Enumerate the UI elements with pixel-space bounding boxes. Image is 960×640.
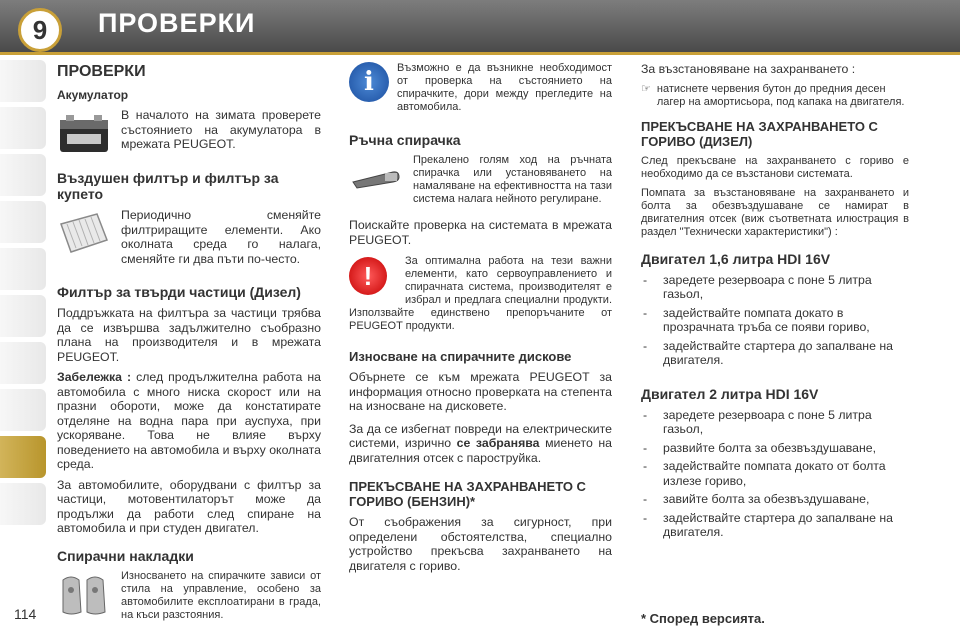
- info-note: [349, 62, 612, 120]
- particle-filter-text: Поддръжката на филтъра за частици трябва да се извършва задължително съобразно плана на производителя и в мрежата PEUGEOT.: [57, 306, 321, 364]
- column-left: [57, 62, 321, 634]
- filter-text: Периодично сменяйте филтриращите елементи. Ако околната среда го налага, сменяйте ги два пъти по-често.: [121, 208, 321, 266]
- page-number: 114: [14, 606, 37, 622]
- restore-text: За възстановяване на захранването :: [641, 62, 856, 76]
- chapter-tab[interactable]: [0, 342, 46, 384]
- list-item: - завийте болта за обезвъздушаване,: [641, 492, 909, 507]
- warning-icon: !: [349, 257, 387, 295]
- chapter-tab[interactable]: [0, 248, 46, 290]
- list-item: - задействайте стартера до запалване на двигателя.: [641, 511, 909, 540]
- petrol-cutoff-text: От съображения за сигурност, при определени обстоятелства, специално устройство прекъсва захранването на двигателя с гориво.: [349, 515, 612, 573]
- handbrake-block: [349, 154, 612, 212]
- engine-wash-bold: се забранява: [456, 436, 540, 450]
- battery-icon: [57, 110, 111, 156]
- pointing-hand-icon: ☞: [641, 82, 651, 95]
- particle-filter-heading: Филтър за твърди частици (Дизел): [57, 284, 301, 300]
- page-title: ПРОВЕРКИ: [98, 8, 256, 38]
- info-icon: i: [349, 62, 389, 102]
- chapter-tab[interactable]: [0, 154, 46, 196]
- chapter-number-badge: 9: [18, 8, 62, 52]
- column-right: [641, 62, 909, 544]
- battery-block: [57, 108, 321, 158]
- petrol-cutoff-heading: ПРЕКЪСВАНЕ НА ЗАХРАНВАНЕТО С ГОРИВО (БЕНЗИН)*: [349, 479, 586, 509]
- chapter-tabs: [0, 60, 46, 530]
- battery-text: В началото на зимата проверете състоянието на акумулатора в мрежата PEUGEOT.: [121, 108, 321, 151]
- handbrake-text: Прекалено голям ход на ръчната спирачка или установяването на намаляване на ефективността на тази система налага нейното регулиране.: [413, 154, 612, 205]
- warning-block: [349, 255, 612, 339]
- hdi16-steps: [641, 273, 909, 368]
- chapter-tab[interactable]: [0, 107, 46, 149]
- chapter-tab[interactable]: [0, 201, 46, 243]
- handbrake-text-2: Поискайте проверка на системата в мрежата PEUGEOT.: [349, 218, 612, 247]
- warning-text: За оптимална работа на тези важни елементи, като сервоуправлението и спирачната система, производителят е избрал и предлага специални продукти. Използвайте единствено препоръчаните от PEUGEOT продукти.: [349, 255, 612, 332]
- hdi16-heading: Двигател 1,6 литра HDI 16V: [641, 250, 831, 267]
- brake-pads-icon: [57, 572, 111, 618]
- warning-icon-wrap: [349, 257, 395, 299]
- note-label: Забележка :: [57, 370, 132, 384]
- list-item: - развийте болта за обезвъздушаване,: [641, 441, 909, 456]
- list-item: - заредете резервоара с поне 5 литра газьол,: [641, 408, 909, 437]
- particle-note: [57, 370, 321, 472]
- list-item: - заредете резервоара с поне 5 литра газьол,: [641, 273, 909, 302]
- chapter-tab[interactable]: [0, 389, 46, 431]
- handbrake-heading: Ръчна спирачка: [349, 132, 461, 148]
- list-item: - задействайте помпата докато в прозрачната тръба се появи гориво,: [641, 306, 909, 335]
- engine-wash-text-a: За да се избегнат повреди на електрическите системи, изрично: [349, 421, 612, 450]
- air-filter-icon: [57, 210, 111, 256]
- list-item: - задействайте стартера до запалване на двигателя.: [641, 339, 909, 368]
- filter-block: [57, 208, 321, 272]
- info-text: Възможно е да възникне необходимост от проверка на състоянието на спирачките, дори между прегледите на автомобила.: [397, 62, 612, 113]
- brake-discs-text: Обърнете се към мрежата PEUGEOT за информация относно проверката на степента на износване на дисковете.: [349, 370, 612, 413]
- diesel-cutoff-heading: ПРЕКЪСВАНЕ НА ЗАХРАНВАНЕТО С ГОРИВО (ДИЗЕЛ): [641, 118, 878, 149]
- diesel-cutoff-text: След прекъсване на захранването с гориво е необходимо да се възстанови системата.: [641, 154, 909, 180]
- handbrake-icon: [349, 156, 403, 202]
- header-divider: [0, 52, 960, 55]
- column-middle: [349, 62, 612, 579]
- filter-heading: Въздушен филтър и филтър за купето: [57, 170, 279, 202]
- footnote: * Според версията.: [641, 611, 765, 626]
- chapter-tab[interactable]: [0, 60, 46, 102]
- section-title: ПРОВЕРКИ: [57, 63, 146, 80]
- restore-tip: [641, 83, 909, 109]
- brake-pads-block: [57, 570, 321, 628]
- chapter-tab[interactable]: [0, 295, 46, 337]
- particle-filter-text-2: За автомобилите, оборудвани с филтър за частици, мотовентилаторът може да продължи да работи след спиране на автомобила и при студен двигател.: [57, 477, 321, 535]
- brake-pads-text: Износването на спирачките зависи от стила на управление, особено за автомобилите експлоатирани в града, на къси разстояния.: [121, 569, 321, 621]
- hdi2-steps: [641, 408, 909, 540]
- chapter-tab[interactable]: [0, 483, 46, 525]
- brake-discs-heading: Износване на спирачните дискове: [349, 349, 572, 364]
- list-item: - задействайте помпата докато от болта излезе гориво,: [641, 459, 909, 488]
- chapter-tab-active[interactable]: [0, 436, 46, 478]
- battery-heading: Акумулатор: [57, 87, 129, 102]
- engine-wash-text-b: миенето на двигателния отсек с пароструйка.: [349, 436, 613, 465]
- brake-pads-heading: Спирачни накладки: [57, 547, 194, 564]
- restore-tip-text: натиснете червения бутон до предния десен лагер на амортисьора, под капака на двигателя.: [656, 82, 905, 108]
- diesel-cutoff-text-2: Помпата за възстановяване на захранването и болта за обезвъздушаване се намират в двигателния отсек (виж съответната илюстрация в раздел "Технически характеристики") :: [641, 186, 909, 238]
- note-text: след продължителна работа на автомобила с много ниска скорост или на празни обороти, може да констатирате отделяне на водна пара при ауспуха, при ускоряване. Това не влияе върху поведението на автомобила и върху околната среда.: [57, 370, 321, 471]
- engine-wash-text: [349, 422, 612, 466]
- hdi2-heading: Двигател 2 литра HDI 16V: [641, 385, 819, 402]
